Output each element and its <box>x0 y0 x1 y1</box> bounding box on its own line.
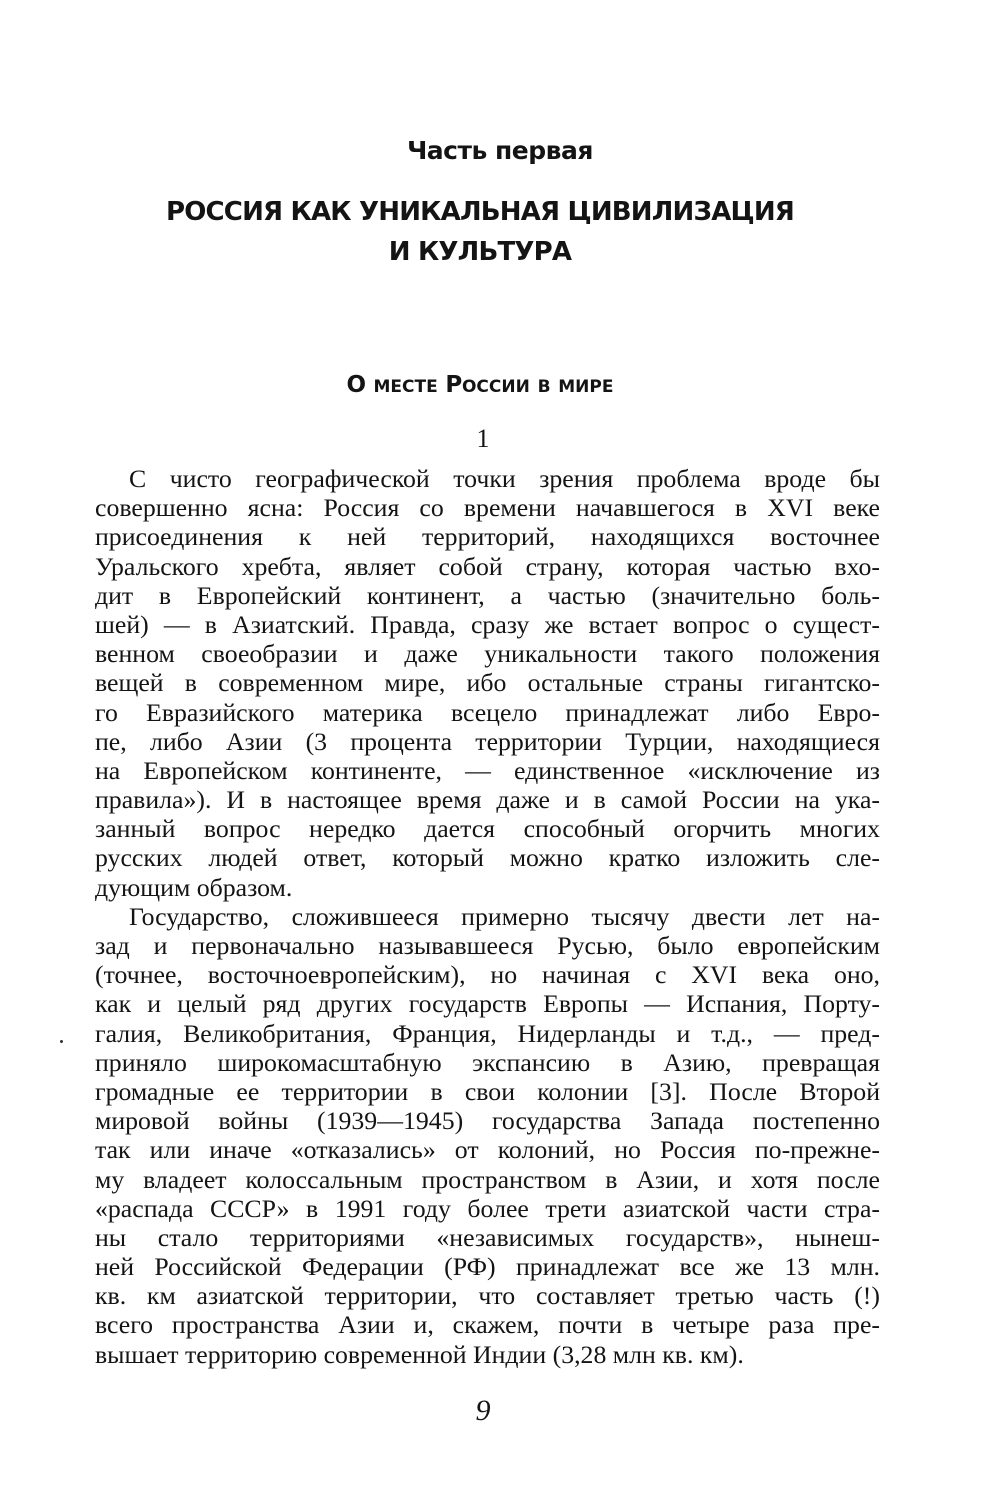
section-title-v: В <box>537 377 551 397</box>
text-line: приняло широкомасштабную экспансию в Азию, превращая <box>95 1047 880 1077</box>
text-line: кв. км азиатской территории, что составляет третью часть (!) <box>95 1281 880 1311</box>
section-title-o: О <box>346 372 374 398</box>
text-line: Государство, сложившееся примерно тысячу двести лет на- <box>129 901 880 931</box>
text-line: занный вопрос нередко дается способный огорчить многих <box>95 814 880 844</box>
section-title-rossii: ОССИИ <box>461 377 530 397</box>
text-line: Уральского хребта, являет собой страну, которая частью вхо- <box>95 551 880 581</box>
text-line: галия, Великобритания, Франция, Нидерланды и т.д., — пред- <box>95 1018 880 1048</box>
text-line: как и целый ряд других государств Европы — Испания, Порту- <box>95 989 880 1019</box>
text-line: присоединения к ней территорий, находящихся восточнее <box>95 522 880 552</box>
text-line: «распада СССР» в 1991 году более трети азиатской части стра- <box>95 1193 880 1223</box>
section-title <box>0 372 960 398</box>
text-line: дит в Европейский континент, а частью (значительно боль- <box>95 580 880 610</box>
text-line: вещей в современном мире, ибо остальные страны гигантско- <box>95 668 880 698</box>
text-line: пе, либо Азии (3 процента территории Турции, находящиеся <box>95 726 880 756</box>
text-line: всего пространства Азии и, скажем, почти в четыре раза пре- <box>95 1310 880 1340</box>
paragraph-2 <box>95 902 880 1369</box>
text-line: ны стало территориями «независимых государств», нынеш- <box>95 1222 880 1252</box>
text-line: дующим образом. <box>95 872 293 902</box>
text-line: венном своеобразии и даже уникальности такого положения <box>95 639 880 669</box>
text-line: совершенно ясна: Россия со времени начавшегося в XVI веке <box>95 493 880 523</box>
text-line: вышает территорию современной Индии (3,28 млн кв. км). <box>95 1339 744 1369</box>
text-line: (точнее, восточноевропейским), но начиная с XVI века оно, <box>95 960 880 990</box>
paragraph-1 <box>95 464 880 902</box>
part-label: Часть первая <box>407 136 593 165</box>
text-line: правила»). И в настоящее время даже и в самой России на ука- <box>95 785 880 815</box>
page-number: 9 <box>475 1394 491 1427</box>
body-text <box>95 464 880 1369</box>
text-line: громадные ее территории в свои колонии [3]. После Второй <box>95 1076 880 1106</box>
section-title-mire: МИРЕ <box>558 377 614 397</box>
part-title-line-2: И КУЛЬТУРА <box>388 237 572 267</box>
section-title-r: Р <box>445 372 462 398</box>
text-line: зад и первоначально называвшееся Русью, было европейским <box>95 931 880 960</box>
text-line: С чисто географической точки зрения проблема вроде бы <box>129 464 880 493</box>
text-line: так или иначе «отказались» от колоний, но Россия по-прежне- <box>95 1135 880 1165</box>
part-title-line-1: РОССИЯ КАК УНИКАЛЬНАЯ ЦИВИЛИЗАЦИЯ <box>165 197 795 227</box>
margin-speck <box>60 1040 63 1043</box>
subsection-number: 1 <box>476 424 490 453</box>
text-line: му владеет колоссальным пространством в Азии, и хотя после <box>95 1164 880 1194</box>
section-title-space-2 <box>530 372 538 398</box>
text-line: ней Российской Федерации (РФ) принадлежат все же 13 млн. <box>95 1252 880 1282</box>
part-title <box>100 192 860 272</box>
text-line: го Евразийского материка всецело принадлежат либо Евро- <box>95 697 880 727</box>
text-line: на Европейском континенте, — единственное «исключение из <box>95 755 880 785</box>
text-line: шей) — в Азиатский. Правда, сразу же встает вопрос о сущест- <box>95 609 880 639</box>
text-line: русских людей ответ, который можно кратко изложить сле- <box>95 843 880 873</box>
section-title-meste: МЕСТЕ <box>373 377 438 397</box>
text-line: мировой войны (1939—1945) государства Запада постепенно <box>95 1106 880 1136</box>
